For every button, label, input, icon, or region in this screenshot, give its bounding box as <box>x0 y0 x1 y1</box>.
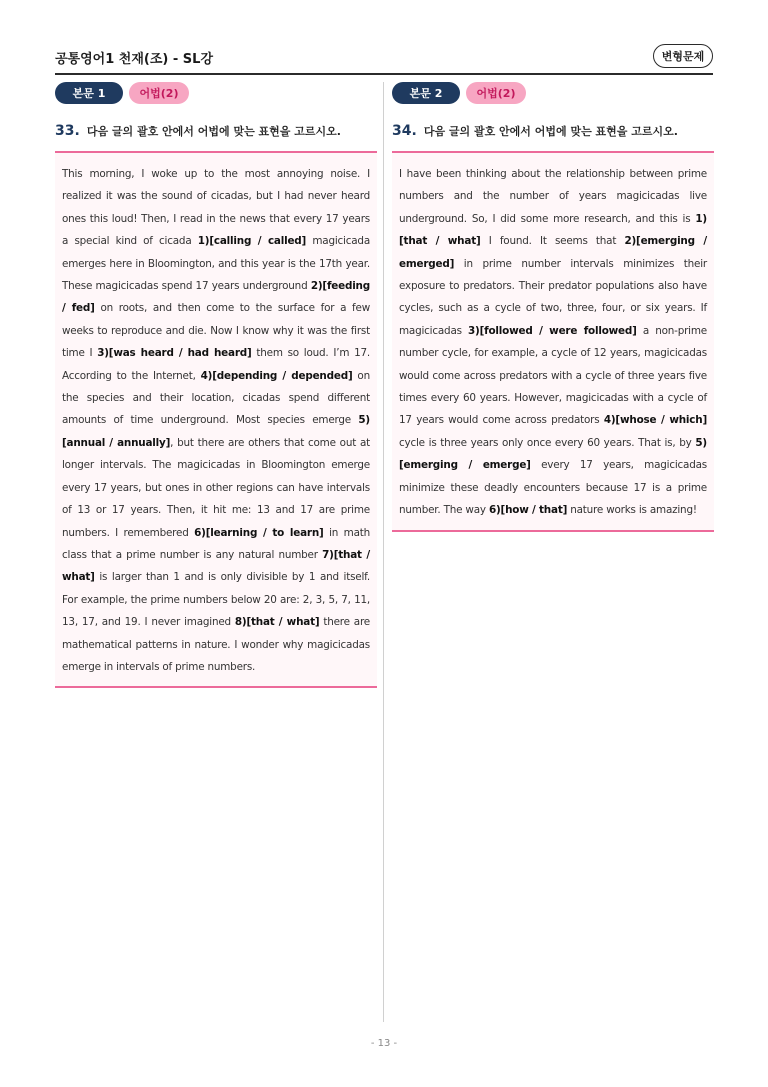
question-number: 34. <box>392 123 417 139</box>
passage-segment: I found. It seems that <box>480 235 625 248</box>
answer-choice: 5)[annual / annually] <box>62 414 370 449</box>
passage-segment: on roots, and then come to the surface for a few weeks to reproduce and die. Now I know why it was the first time I <box>62 302 371 360</box>
column-divider <box>383 82 384 1022</box>
answer-choice: 6)[how / that] <box>488 504 568 517</box>
variant-problem-badge: 변형문제 <box>653 44 713 68</box>
passage-segment: on the species and their location, cicadas spend different amounts of time underground. Most species emerge <box>62 369 370 427</box>
passage-segment: , but there are others that come out at longer intervals. The magicicadas in Bloomington emerge every 17 years, but ones in other regions can have intervals of 13 or 17 years. Then, it hit me: 13 and 17 are prime numbers. I remembered <box>62 436 370 539</box>
question-34-tags <box>392 82 714 104</box>
question-number: 33. <box>55 123 80 139</box>
answer-choice: 8)[that / what] <box>234 616 320 629</box>
page-number: - 13 - <box>370 1038 398 1049</box>
passage-tag: 본문 2 <box>392 82 460 104</box>
passage-segment: in prime number intervals minimizes their exposure to predators. Their predator populations also have cycles, such as a cycle of two, three, four, or six years. If magicicadas <box>399 257 707 337</box>
answer-choice: 7)[that / what] <box>62 548 370 584</box>
header-divider <box>55 73 713 75</box>
grammar-tag: 어법(2) <box>466 82 526 104</box>
page-header-title: 공통영어1 천재(조) - SL강 <box>55 52 214 67</box>
passage-segment: magicicada emerges here in Bloomington, and this year is the 17th year. These magicicadas spend 17 years underground <box>62 235 370 293</box>
passage-text <box>399 163 707 522</box>
passage-segment: nature works is amazing! <box>567 504 697 517</box>
answer-choice: 6)[learning / to learn] <box>194 526 324 539</box>
question-33-tags <box>55 82 377 104</box>
answer-choice: 4)[depending / depended] <box>200 369 353 382</box>
answer-choice: 3)[was heard / had heard] <box>97 347 252 360</box>
grammar-tag: 어법(2) <box>129 82 189 104</box>
passage-segment: I have been thinking about the relationship between prime numbers and the number of years magicicadas live underground. So, I did some more research, and this is <box>399 168 707 225</box>
passage-box <box>55 151 377 688</box>
question-34-column <box>392 82 714 532</box>
passage-segment: a non-prime number cycle, for example, a cycle of 12 years, magicicadas would come across predators with a cycle of three years five times every 60 years. However, magicicadas with a cycle of 17 years would come across predators <box>399 324 707 427</box>
answer-choice: 2)[emerging / emerged] <box>399 235 708 270</box>
passage-segment: every 17 years, magicicadas minimize these deadly encounters because 17 is a prime number. The way <box>399 459 707 517</box>
question-instruction: 다음 글의 괄호 안에서 어법에 맞는 표현을 고르시오. <box>423 125 678 138</box>
question-33-heading <box>55 123 377 141</box>
answer-choice: 2)[feeding / fed] <box>62 280 370 315</box>
passage-segment: in math class that a prime number is any natural number <box>62 526 370 561</box>
passage-segment: cycle is three years only once every 60 years. That is, by <box>399 436 696 449</box>
passage-segment: is larger than 1 and is only divisible by 1 and itself. For example, the prime numbers below 20 are: 2, 3, 5, 7, 11, 13, 17, and 19. I never imagined <box>62 571 370 629</box>
passage-segment: them so loud. I’m 17. According to the Internet, <box>62 347 370 382</box>
question-33-column <box>55 82 377 688</box>
passage-box <box>392 151 714 532</box>
question-34-heading <box>392 123 714 141</box>
question-instruction: 다음 글의 괄호 안에서 어법에 맞는 표현을 고르시오. <box>86 125 341 138</box>
answer-choice: 3)[followed / were followed] <box>468 324 637 337</box>
answer-choice: 1)[calling / called] <box>197 235 307 248</box>
passage-tag: 본문 1 <box>55 82 123 104</box>
passage-segment: This morning, I woke up to the most annoying noise. I realized it was the sound of cicadas, but I had never heard ones this loud! Then, I read in the news that every 17 years a special kind of cicada <box>62 168 370 248</box>
answer-choice: 4)[whose / which] <box>603 414 707 427</box>
passage-text <box>62 163 370 678</box>
answer-choice: 1)[that / what] <box>399 212 707 248</box>
answer-choice: 5)[emerging / emerge] <box>399 436 707 472</box>
passage-segment: there are mathematical patterns in nature. I wonder why magicicadas emerge in intervals of prime numbers. <box>62 616 370 673</box>
